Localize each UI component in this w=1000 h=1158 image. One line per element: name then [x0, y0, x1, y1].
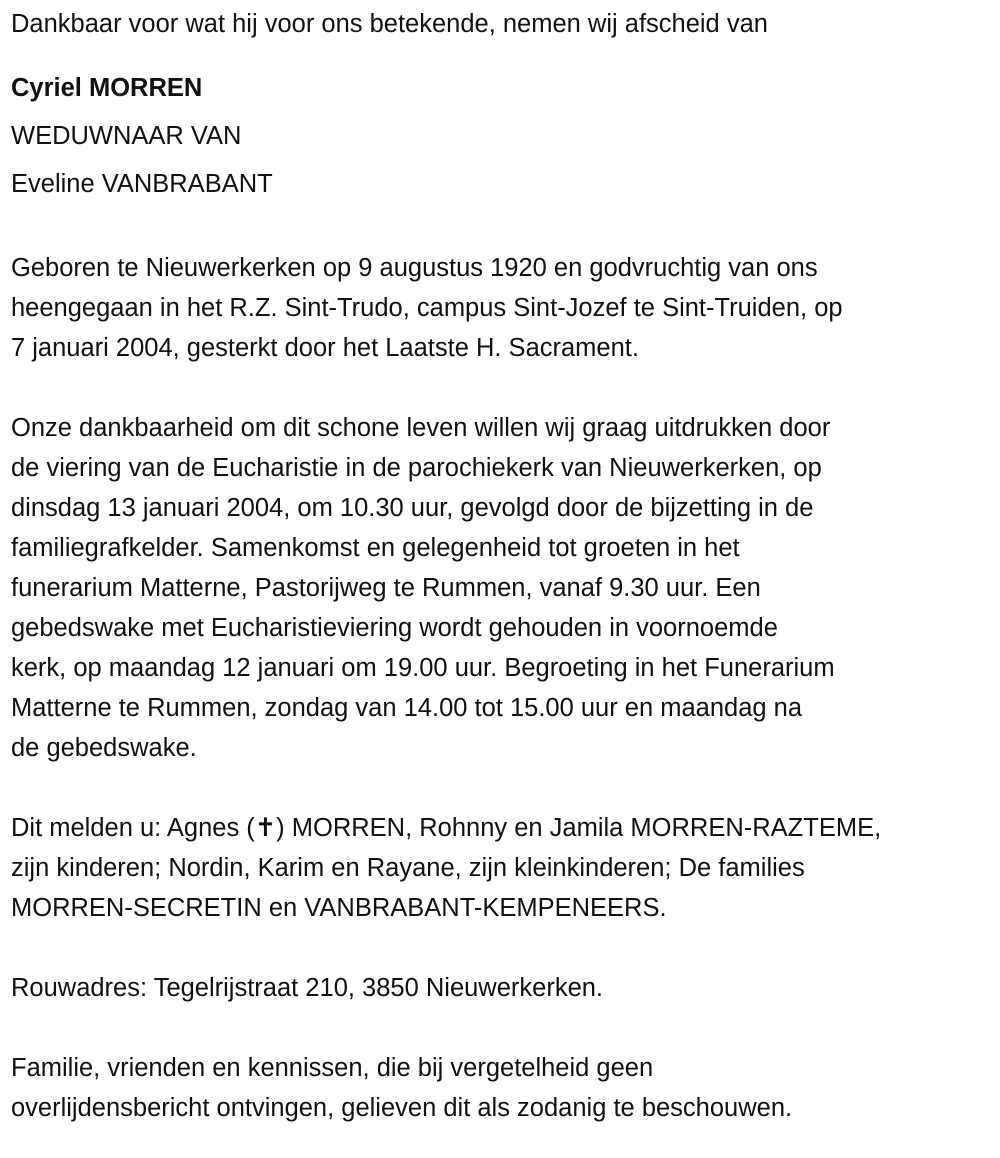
text-line: gebedswake met Eucharistieviering wordt gehouden in voornoemde: [11, 614, 778, 642]
text-line: Rouwadres: Tegelrijstraat 210, 3850 Nieuwerkerken.: [11, 974, 604, 1002]
paragraph-gap: [11, 928, 1000, 968]
spouse-name: Eveline VANBRABANT: [11, 170, 273, 198]
text-line: familiegrafkelder. Samenkomst en gelegenheid tot groeten in het: [11, 534, 740, 562]
intro-text: Dankbaar voor wat hij voor ons betekende, nemen wij afscheid van: [11, 10, 768, 38]
text-line: overlijdensbericht ontvingen, gelieven dit als zodanig te beschouwen.: [11, 1094, 793, 1122]
text-line: Geboren te Nieuwerkerken op 9 augustus 1920 en godvruchtig van ons: [11, 254, 818, 282]
paragraph-gap: [11, 208, 1000, 248]
text-line: Onze dankbaarheid om dit schone leven willen wij graag uitdrukken door: [11, 414, 831, 442]
closing-paragraph: [11, 1048, 1000, 1128]
text-line: zijn kinderen; Nordin, Karim en Rayane, zijn kleinkinderen; De families: [11, 854, 805, 882]
notice-body: [11, 208, 1000, 1128]
paragraph-gap: [11, 1008, 1000, 1048]
marital-status: WEDUWNAAR VAN: [11, 122, 242, 150]
text-line: Familie, vrienden en kennissen, die bij vergetelheid geen: [11, 1054, 654, 1082]
text-line: Dit melden u: Agnes (✝) MORREN, Rohnny en Jamila MORREN-RAZTEME,: [11, 814, 882, 842]
text-line: dinsdag 13 januari 2004, om 10.30 uur, gevolgd door de bijzetting in de: [11, 494, 814, 522]
text-line: de viering van de Eucharistie in de parochiekerk van Nieuwerkerken, op: [11, 454, 822, 482]
text-line: funerarium Matterne, Pastorijweg te Rummen, vanaf 9.30 uur. Een: [11, 574, 761, 602]
text-line: 7 januari 2004, gesterkt door het Laatste H. Sacrament.: [11, 334, 639, 362]
funeral-paragraph: [11, 408, 1000, 768]
deceased-name: Cyriel MORREN: [11, 74, 203, 102]
paragraph-gap: [11, 768, 1000, 808]
text-line: heengegaan in het R.Z. Sint-Trudo, campus Sint-Jozef te Sint-Truiden, op: [11, 294, 843, 322]
address-paragraph: [11, 968, 1000, 1008]
text-line: de gebedswake.: [11, 734, 197, 762]
birth-death-paragraph: [11, 248, 1000, 368]
paragraph-gap: [11, 368, 1000, 408]
text-line: MORREN-SECRETIN en VANBRABANT-KEMPENEERS.: [11, 894, 667, 922]
text-line: Matterne te Rummen, zondag van 14.00 tot 15.00 uur en maandag na: [11, 694, 803, 722]
family-paragraph: [11, 808, 1000, 928]
text-line: kerk, op maandag 12 januari om 19.00 uur. Begroeting in het Funerarium: [11, 654, 835, 682]
